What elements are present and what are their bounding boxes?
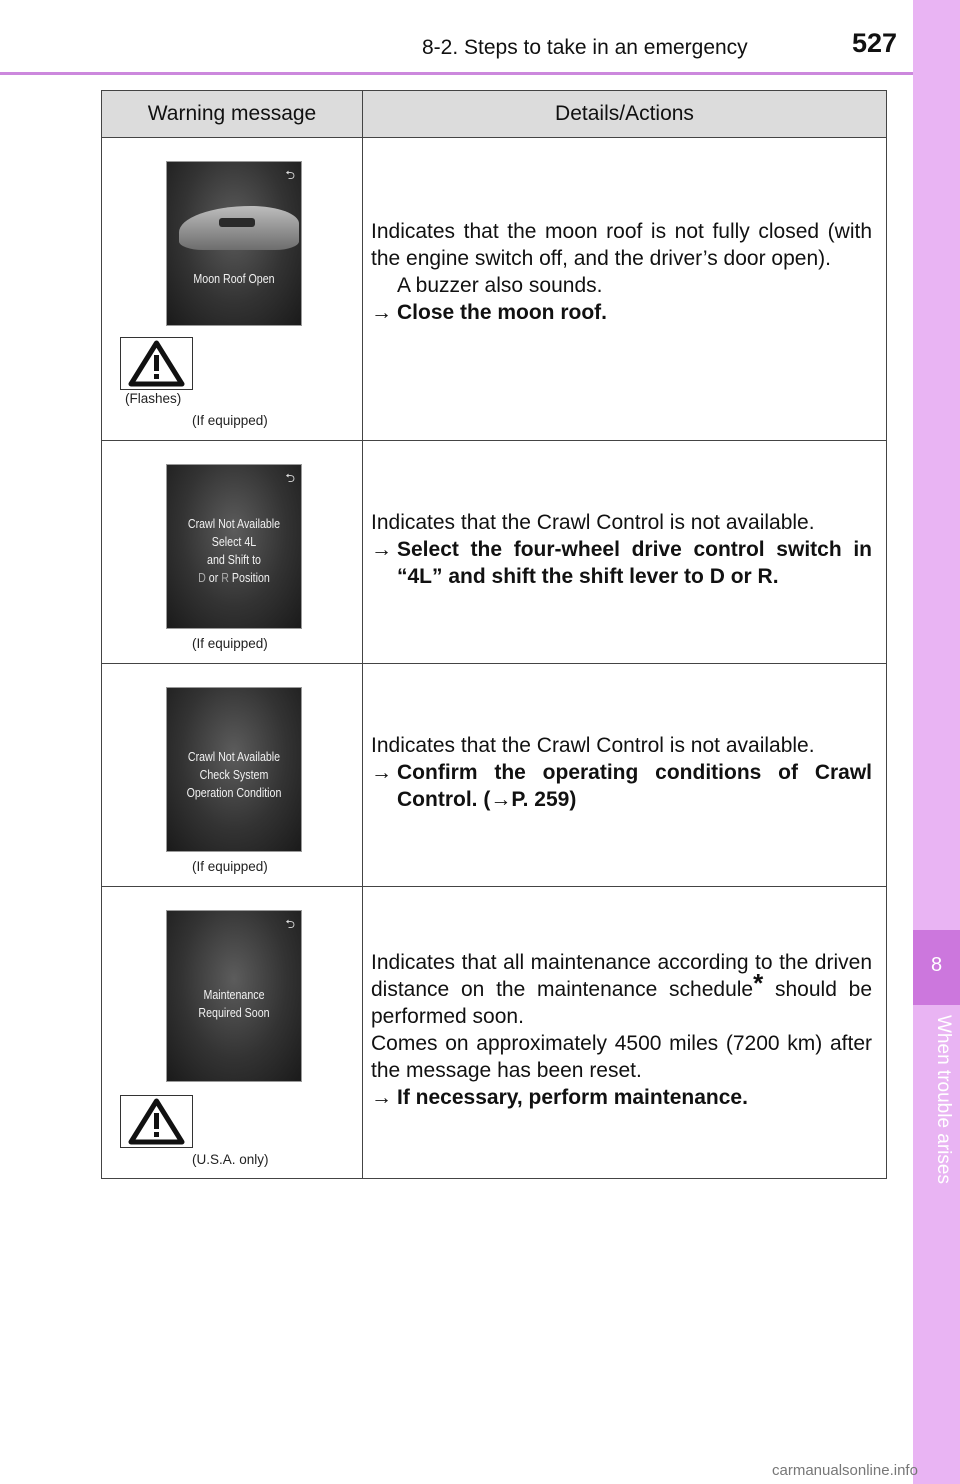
display-screen (166, 464, 302, 629)
screen-line: and Shift to (207, 552, 261, 567)
page-reference-link[interactable]: P. 259) (511, 788, 577, 811)
back-arrow-icon: ⮌ (285, 168, 295, 182)
page-number: 527 (852, 28, 898, 58)
vehicle-illustration (179, 206, 299, 250)
screen-line: Select 4L (211, 534, 257, 549)
warning-image-cell (102, 664, 363, 887)
action-item (371, 759, 872, 813)
arrow-icon: → (371, 538, 392, 561)
table-row (102, 441, 887, 664)
screen-message (179, 515, 289, 587)
arrow-icon: → (371, 301, 392, 324)
screen-line: Check System (199, 767, 269, 782)
details-text-reset: Comes on approximately 4500 miles (7200 km) after the message has been reset. (371, 1032, 872, 1082)
table-row (102, 664, 887, 887)
action-item (371, 536, 872, 590)
warning-symbol (120, 337, 193, 390)
details-text: Indicates that the Crawl Control is not available. (371, 511, 815, 534)
action-text: Select the four-wheel drive control switch in “4L” and shift the shift lever to D or R. (397, 538, 872, 588)
warning-triangle-icon (121, 338, 192, 389)
chapter-number: 8 (930, 954, 943, 976)
display-screen (166, 910, 302, 1082)
back-arrow-icon: ⮌ (285, 917, 295, 931)
warning-triangle-icon (121, 1096, 192, 1147)
screen-line: Maintenance (203, 987, 265, 1002)
page-ref-arrow: → (490, 788, 512, 811)
header-rule (0, 72, 913, 75)
column-header-details: Details/Actions (363, 91, 887, 138)
screen-line: Required Soon (198, 1005, 270, 1020)
back-arrow-icon: ⮌ (285, 471, 295, 485)
footnote-star: * (753, 968, 764, 998)
warning-image-cell (102, 887, 363, 1179)
region-note: (U.S.A. only) (192, 1152, 269, 1167)
gear-or: or (205, 570, 222, 585)
display-screen (166, 687, 302, 852)
details-cell (363, 664, 887, 887)
arrow-icon: → (371, 761, 392, 784)
screen-line: Operation Condition (186, 785, 282, 800)
moon-roof-illustration (219, 218, 255, 227)
details-text: Indicates that the Crawl Control is not available. (371, 734, 815, 757)
equipped-note: (If equipped) (192, 636, 268, 651)
details-text: Indicates that the moon roof is not fully closed (with the engine switch off, and the driver’s door open). (371, 220, 872, 270)
action-prefix: Confirm the operating conditions of Crawl Control. ( (397, 761, 872, 811)
warning-symbol (120, 1095, 193, 1148)
details-cell (363, 138, 887, 441)
warning-image-cell (102, 138, 363, 441)
details-part-b: should be performed soon. (371, 978, 872, 1028)
details-cell (363, 887, 887, 1179)
details-cell (363, 441, 887, 664)
warning-image-cell (102, 441, 363, 664)
screen-message: Moon Roof Open (193, 271, 275, 286)
display-screen (166, 161, 302, 326)
table-row (102, 138, 887, 441)
details-text (371, 949, 872, 1030)
gear-d: D (198, 570, 206, 585)
gear-position: Position (228, 570, 270, 585)
screen-message (179, 748, 289, 802)
table-row (102, 887, 887, 1179)
details-extra: A buzzer also sounds. (397, 274, 603, 297)
action-text (397, 759, 872, 813)
action-item (371, 299, 872, 326)
screen-line-position (179, 569, 289, 587)
action-text: If necessary, perform maintenance. (397, 1086, 748, 1109)
equipped-note: (If equipped) (192, 859, 268, 874)
table-header-row (102, 91, 887, 138)
chapter-title: When trouble arises (933, 1015, 954, 1184)
details-part-a: Indicates that all maintenance according to the driven distance on the maintenance schedule (371, 951, 872, 1001)
screen-message (179, 986, 289, 1022)
side-tab (913, 0, 960, 1484)
screen-line: Crawl Not Available (187, 516, 281, 531)
action-text: Close the moon roof. (397, 301, 607, 324)
screen-line: Crawl Not Available (187, 749, 281, 764)
column-header-warning: Warning message (102, 91, 363, 138)
warning-table (101, 90, 887, 1179)
arrow-icon: → (371, 1086, 392, 1109)
flashes-note: (Flashes) (125, 391, 182, 406)
equipped-note: (If equipped) (192, 413, 268, 428)
chapter-box (913, 930, 960, 1005)
section-title: 8-2. Steps to take in an emergency (422, 36, 748, 59)
action-item (371, 1084, 872, 1111)
watermark: carmanualsonline.info (772, 1462, 918, 1479)
gear-r: R (221, 570, 229, 585)
